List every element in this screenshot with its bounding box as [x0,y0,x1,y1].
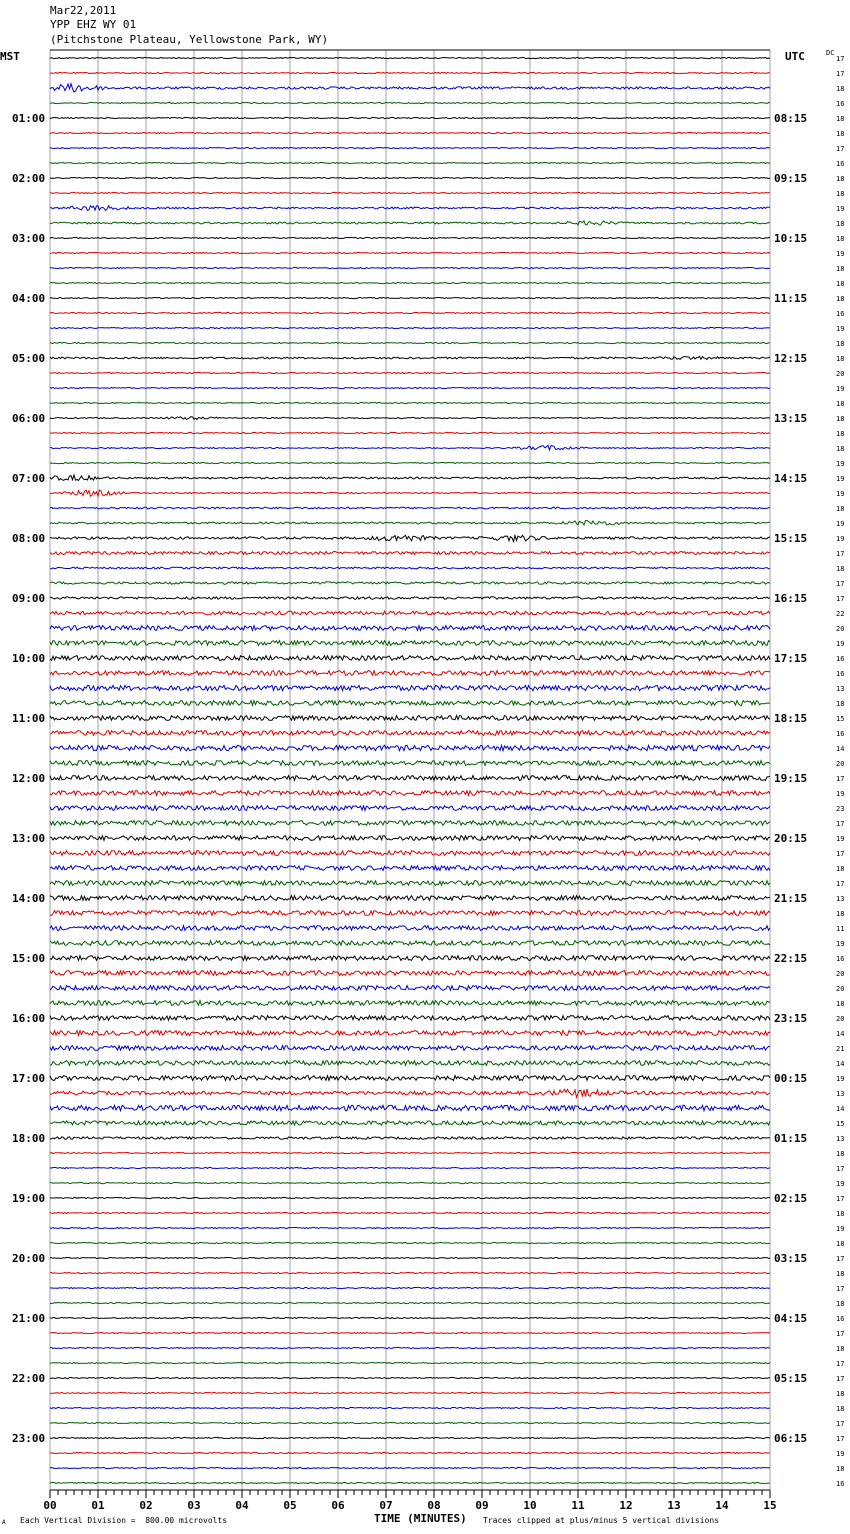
trace-52 [50,836,770,841]
trace-88 [50,1377,770,1378]
trace-76 [50,1197,770,1198]
dc-offset-value: 21 [836,1045,845,1053]
dc-offset-value: 23 [836,805,845,813]
trace-3 [50,102,770,103]
trace-59 [50,941,770,946]
dc-offset-value: 19 [836,790,845,798]
trace-67 [50,1061,770,1066]
x-tick-label: 15 [763,1499,777,1512]
right-hour-label: 03:15 [774,1252,808,1265]
trace-71 [50,1121,770,1125]
trace-63 [50,1001,770,1006]
dc-offset-value: 18 [836,1000,845,1008]
dc-offset-value: 18 [836,280,845,288]
trace-28 [50,475,770,480]
dc-offset-value: 19 [836,1180,845,1188]
right-hour-label: 06:15 [774,1432,808,1445]
x-tick-label: 00 [43,1499,57,1512]
trace-81 [50,1272,770,1273]
station-location: (Pitchstone Plateau, Yellowstone Park, WY) [50,33,329,46]
dc-offset-value: 18 [836,190,845,198]
dc-offset-value: 17 [836,70,845,78]
dc-offset-value: 18 [836,700,845,708]
dc-offset-value: 16 [836,1315,845,1323]
left-hour-label: 17:00 [12,1072,46,1085]
left-hour-label: 18:00 [12,1132,46,1145]
trace-47 [50,761,770,766]
trace-5 [50,132,770,133]
trace-56 [50,896,770,901]
trace-57 [50,911,770,916]
trace-12 [50,237,770,238]
right-hour-label: 04:15 [774,1312,808,1325]
trace-61 [50,971,770,976]
trace-44 [50,716,770,721]
dc-offset-value: 18 [836,130,845,138]
trace-95 [50,1482,770,1483]
dc-offset-value: 17 [836,1285,845,1293]
dc-offset-value: 18 [836,1240,845,1248]
left-hour-label: 13:00 [12,832,46,845]
trace-26 [50,445,770,450]
dc-offset-value: 18 [836,1345,845,1353]
trace-68 [50,1076,770,1081]
dc-offset-value: 17 [836,1420,845,1428]
right-hour-label: 09:15 [774,172,808,185]
trace-50 [50,806,770,811]
dc-offset-value: 17 [836,580,845,588]
dc-offset-value: 19 [836,535,845,543]
dc-offset-value: 19 [836,940,845,948]
dc-offset-value: 17 [836,1360,845,1368]
trace-37 [50,611,770,615]
dc-offset-value: 22 [836,610,845,618]
left-hour-label: 02:00 [12,172,46,185]
trace-30 [50,507,770,509]
trace-34 [50,567,770,569]
x-tick-label: 06 [331,1499,345,1512]
dc-offset-value: 17 [836,850,845,858]
trace-10 [50,206,770,211]
right-hour-label: 23:15 [774,1012,808,1025]
dc-offset-value: 20 [836,760,845,768]
right-hour-label: 05:15 [774,1372,808,1385]
trace-14 [50,267,770,268]
trace-70 [50,1105,770,1110]
right-hour-label: 11:15 [774,292,808,305]
dc-offset-value: 19 [836,835,845,843]
dc-offset-value: 13 [836,1135,845,1143]
x-tick-label: 01 [91,1499,105,1512]
x-tick-label: 03 [187,1499,201,1512]
x-tick-label: 09 [475,1499,489,1512]
dc-offset-value: 16 [836,955,845,963]
x-tick-label: 04 [235,1499,249,1512]
dc-offset-value: 18 [836,445,845,453]
left-hour-label: 22:00 [12,1372,46,1385]
trace-13 [50,252,770,253]
left-hour-label: 21:00 [12,1312,46,1325]
trace-43 [50,701,770,706]
x-tick-label: 13 [667,1499,681,1512]
trace-25 [50,432,770,433]
left-hour-label: 03:00 [12,232,46,245]
dc-offset-value: 17 [836,550,845,558]
dc-offset-value: 17 [836,1195,845,1203]
trace-75 [50,1182,770,1183]
dc-offset-value: 17 [836,775,845,783]
dc-offset-value: 15 [836,1120,845,1128]
x-tick-label: 02 [139,1499,153,1512]
dc-offset-value: 19 [836,460,845,468]
x-tick-label: 14 [715,1499,729,1512]
trace-18 [50,327,770,328]
trace-21 [50,372,770,373]
dc-offset-value: 16 [836,1480,845,1488]
trace-32 [50,535,770,541]
dc-offset-value: 17 [836,55,845,63]
trace-87 [50,1362,770,1363]
dc-offset-value: 18 [836,265,845,273]
trace-89 [50,1392,770,1393]
dc-offset-value: 19 [836,1075,845,1083]
dc-offset-value: 18 [836,430,845,438]
right-hour-label: 12:15 [774,352,808,365]
trace-74 [50,1167,770,1168]
dc-offset-value: 14 [836,1105,845,1113]
right-hour-label: 01:15 [774,1132,808,1145]
dc-offset-value: 18 [836,400,845,408]
dc-offset-value: 19 [836,250,845,258]
trace-22 [50,387,770,388]
dc-offset-value: 18 [836,1270,845,1278]
x-tick-label: 07 [379,1499,393,1512]
left-hour-label: 23:00 [12,1432,46,1445]
dc-offset-value: 19 [836,640,845,648]
trace-51 [50,821,770,826]
trace-36 [50,597,770,599]
left-hour-labels [12,112,45,1445]
left-hour-label: 04:00 [12,292,46,305]
trace-54 [50,866,770,871]
trace-49 [50,791,770,796]
trace-45 [50,731,770,736]
dc-offset-value: 16 [836,655,845,663]
plot-date: Mar22,2011 [50,4,117,17]
trace-24 [50,417,770,420]
dc-offset-value: 20 [836,970,845,978]
right-hour-labels [774,112,807,1445]
dc-offset-value: 18 [836,415,845,423]
trace-16 [50,297,770,298]
dc-offset-value: 17 [836,820,845,828]
trace-53 [50,851,770,856]
trace-0 [50,57,770,58]
dc-offset-value: 17 [836,1165,845,1173]
dc-offset-value: 13 [836,895,845,903]
dc-offset-value: 18 [836,565,845,573]
dc-offset-value: 16 [836,730,845,738]
dc-offset-value: 18 [836,865,845,873]
left-timezone-label: MST [0,50,20,63]
dc-offset-value: 15 [836,715,845,723]
trace-20 [50,356,770,359]
dc-offset-value: 18 [836,910,845,918]
trace-33 [50,552,770,555]
trace-94 [50,1467,770,1468]
dc-offset-value: 20 [836,625,845,633]
dc-offset-value: 17 [836,1330,845,1338]
right-hour-label: 00:15 [774,1072,808,1085]
dc-offset-value: 19 [836,1225,845,1233]
station-code: YPP EHZ WY 01 [50,18,137,31]
left-hour-label: 01:00 [12,112,46,125]
trace-6 [50,147,770,148]
dc-offset-value: 11 [836,925,845,933]
trace-92 [50,1437,770,1438]
trace-65 [50,1031,770,1036]
left-hour-label: 05:00 [12,352,46,365]
dc-offset-value: 16 [836,670,845,678]
trace-19 [50,342,770,343]
left-hour-label: 19:00 [12,1192,46,1205]
dc-offset-value: 17 [836,595,845,603]
dc-offset-value: 18 [836,340,845,348]
trace-77 [50,1212,770,1213]
left-hour-label: 06:00 [12,412,46,425]
trace-79 [50,1242,770,1243]
trace-55 [50,881,770,886]
dc-offset-value: 19 [836,490,845,498]
left-hour-label: 09:00 [12,592,46,605]
clipping-note: Traces clipped at plus/minus 5 vertical divisions [483,1516,720,1525]
right-hour-label: 10:15 [774,232,808,245]
trace-72 [50,1137,770,1139]
dc-offset-value: 18 [836,1210,845,1218]
time-axis [43,1490,776,1512]
trace-73 [50,1152,770,1153]
trace-9 [50,192,770,193]
dc-offset-value: 19 [836,385,845,393]
dc-offset-value: 18 [836,220,845,228]
dc-offset-value: 18 [836,235,845,243]
right-hour-label: 14:15 [774,472,808,485]
left-hour-label: 20:00 [12,1252,46,1265]
trace-64 [50,1016,770,1021]
x-tick-label: 05 [283,1499,297,1512]
time-gridlines [50,50,770,1490]
right-hour-label: 02:15 [774,1192,808,1205]
trace-85 [50,1332,770,1333]
trace-38 [50,626,770,631]
left-hour-label: 08:00 [12,532,46,545]
dc-offset-value: 17 [836,1255,845,1263]
x-tick-label: 10 [523,1499,537,1512]
right-hour-label: 21:15 [774,892,808,905]
trace-31 [50,520,770,525]
right-hour-label: 13:15 [774,412,808,425]
trace-83 [50,1302,770,1303]
trace-23 [50,402,770,403]
left-hour-label: 14:00 [12,892,46,905]
left-hour-label: 15:00 [12,952,46,965]
dc-offset-value: 19 [836,205,845,213]
trace-11 [50,221,770,225]
trace-4 [50,117,770,118]
dc-offset-header: DC [826,49,835,57]
left-hour-label: 10:00 [12,652,46,665]
x-axis-title: TIME (MINUTES) [374,1512,467,1525]
trace-86 [50,1347,770,1348]
dc-offset-value: 20 [836,1015,845,1023]
dc-offset-value: 18 [836,1390,845,1398]
dc-offset-value: 20 [836,370,845,378]
trace-58 [50,926,770,931]
dc-offset-value: 19 [836,1450,845,1458]
dc-offset-value: 17 [836,1435,845,1443]
trace-39 [50,641,770,646]
trace-66 [50,1046,770,1051]
trace-7 [50,162,770,163]
right-hour-label: 19:15 [774,772,808,785]
trace-46 [50,745,770,750]
left-hour-label: 16:00 [12,1012,46,1025]
dc-offset-value: 18 [836,1150,845,1158]
dc-offset-value: 18 [836,355,845,363]
x-tick-label: 08 [427,1499,441,1512]
trace-84 [50,1317,770,1318]
trace-8 [50,177,770,178]
right-timezone-label: UTC [785,50,805,63]
trace-40 [50,656,770,661]
left-hour-label: 07:00 [12,472,46,485]
dc-offset-value: 18 [836,175,845,183]
trace-15 [50,282,770,283]
left-hour-label: 11:00 [12,712,46,725]
dc-offset-value: 18 [836,115,845,123]
dc-offset-value: 17 [836,880,845,888]
dc-offset-value: 17 [836,145,845,153]
x-tick-label: 12 [619,1499,633,1512]
dc-offset-value: 13 [836,685,845,693]
seismic-traces [50,57,770,1483]
trace-48 [50,776,770,781]
right-hour-label: 08:15 [774,112,808,125]
right-hour-label: 15:15 [774,532,808,545]
trace-78 [50,1227,770,1228]
trace-82 [50,1287,770,1288]
trace-91 [50,1422,770,1423]
dc-offset-value: 14 [836,745,845,753]
trace-69 [50,1089,770,1097]
trace-80 [50,1257,770,1258]
dc-offset-labels [836,55,844,1488]
dc-offset-value: 17 [836,1375,845,1383]
dc-offset-value: 14 [836,1060,845,1068]
trace-62 [50,986,770,991]
dc-offset-value: 13 [836,1090,845,1098]
trace-2 [50,84,770,92]
trace-60 [50,956,770,961]
left-hour-label: 12:00 [12,772,46,785]
vertical-division-note: Each Vertical Division = 800.00 microvolts [20,1516,228,1525]
dc-offset-value: 20 [836,985,845,993]
trace-90 [50,1407,770,1408]
trace-27 [50,462,770,463]
trace-29 [50,490,770,496]
dc-offset-value: 14 [836,1030,845,1038]
dc-offset-value: 19 [836,475,845,483]
dc-offset-value: 18 [836,1300,845,1308]
trace-35 [50,582,770,584]
dc-offset-value: 16 [836,160,845,168]
trace-41 [50,671,770,676]
dc-offset-value: 18 [836,505,845,513]
right-hour-label: 22:15 [774,952,808,965]
dc-offset-value: 18 [836,295,845,303]
corner-mark: A [2,1519,6,1526]
dc-offset-value: 18 [836,85,845,93]
trace-17 [50,312,770,313]
right-hour-label: 17:15 [774,652,808,665]
dc-offset-value: 18 [836,1465,845,1473]
dc-offset-value: 19 [836,520,845,528]
dc-offset-value: 16 [836,310,845,318]
trace-1 [50,72,770,73]
dc-offset-value: 18 [836,1405,845,1413]
right-hour-label: 18:15 [774,712,808,725]
right-hour-label: 20:15 [774,832,808,845]
dc-offset-value: 16 [836,100,845,108]
right-hour-label: 16:15 [774,592,808,605]
x-tick-label: 11 [571,1499,585,1512]
trace-42 [50,685,770,690]
dc-offset-value: 19 [836,325,845,333]
trace-93 [50,1452,770,1453]
